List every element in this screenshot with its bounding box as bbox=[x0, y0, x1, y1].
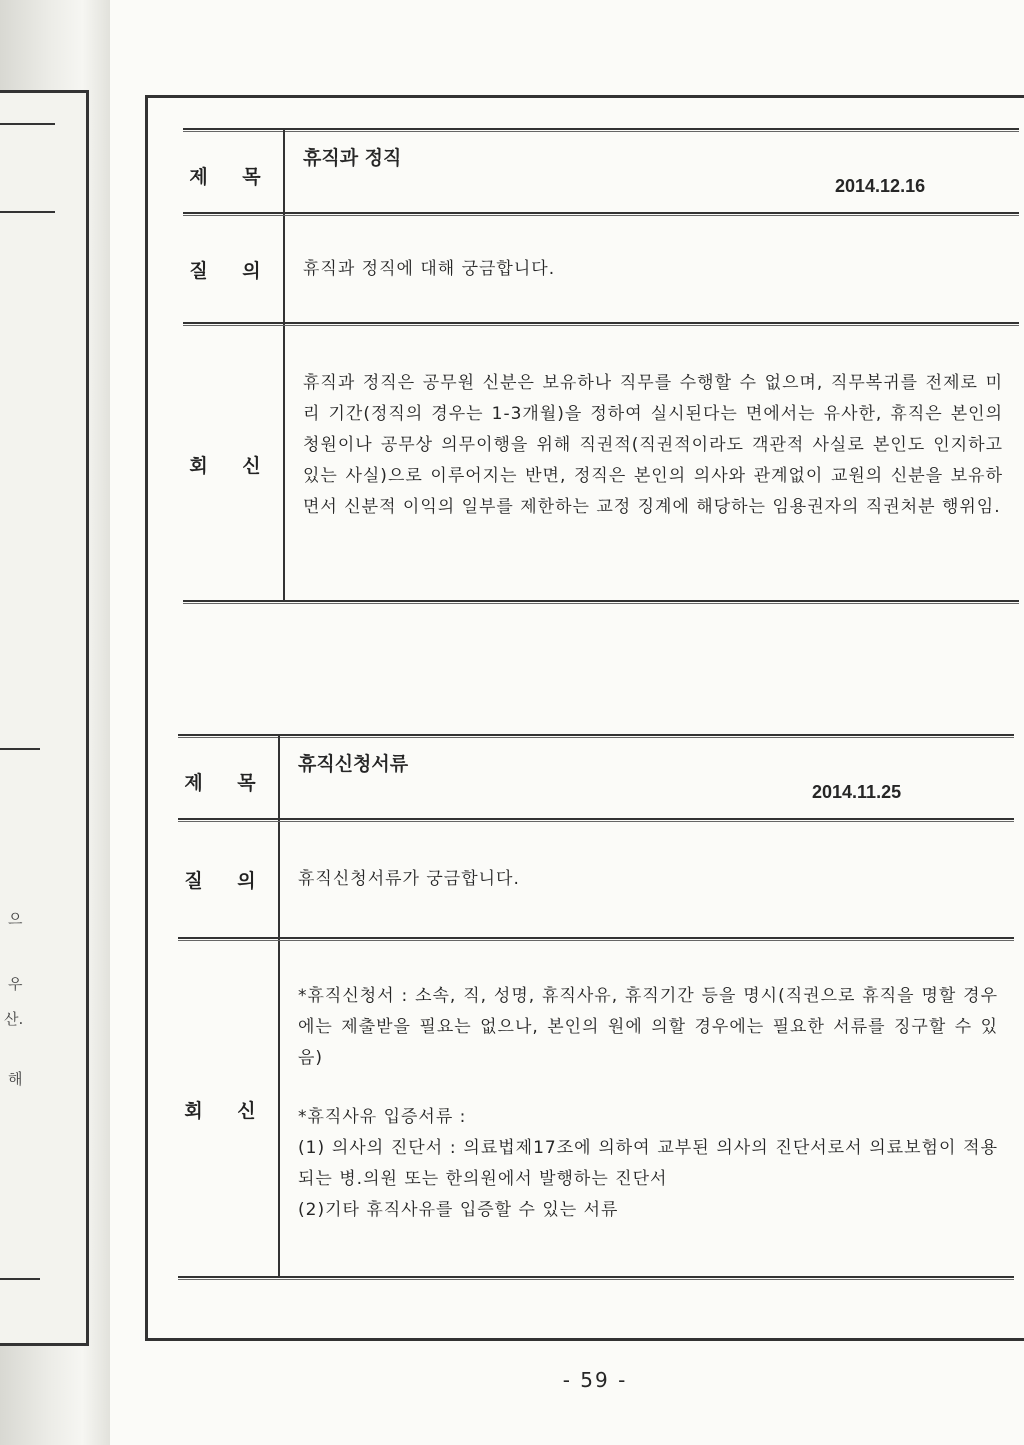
answer-label: 회 신 bbox=[184, 1100, 270, 1122]
entry-title: 휴직과 정직 bbox=[303, 147, 402, 169]
title-row bbox=[183, 128, 1019, 213]
answer-label: 회 신 bbox=[189, 455, 275, 477]
title-label: 제 목 bbox=[189, 166, 275, 188]
answer-paragraph: *휴직사유 입증서류 : bbox=[298, 1107, 467, 1127]
question-row bbox=[178, 822, 1014, 937]
previous-page-rule bbox=[0, 748, 40, 750]
question-label: 질 의 bbox=[184, 870, 270, 892]
previous-page-text: 우 bbox=[8, 975, 23, 993]
page-frame bbox=[145, 95, 1024, 1341]
answer-row bbox=[178, 941, 1014, 1276]
answer-paragraph: *휴직신청서 : 소속, 직, 성명, 휴직사유, 휴직기간 등을 명시(직권으로 휴직을 명할 경우에는 제출받을 필요는 없으나, 본인의 원에 의할 경우에는 필요한 서류를 징구할 수 있음) bbox=[298, 986, 998, 1068]
answer-row bbox=[183, 326, 1019, 600]
table-rule bbox=[183, 600, 1019, 604]
question-row bbox=[183, 216, 1019, 324]
entry-date: 2014.11.25 bbox=[812, 782, 902, 802]
title-row bbox=[178, 734, 1014, 819]
paragraph-gap bbox=[298, 1074, 998, 1102]
previous-page-text: 해 bbox=[8, 1070, 23, 1088]
previous-page-rule bbox=[0, 123, 55, 125]
previous-page-rule bbox=[0, 211, 55, 213]
question-label: 질 의 bbox=[189, 260, 275, 282]
entry-title: 휴직신청서류 bbox=[298, 753, 409, 775]
entry-date: 2014.12.16 bbox=[835, 176, 926, 196]
answer-paragraph: (2)기타 휴직사유를 입증할 수 있는 서류 bbox=[298, 1200, 619, 1220]
table-rule bbox=[178, 1276, 1014, 1280]
title-label: 제 목 bbox=[184, 772, 270, 794]
answer-text bbox=[303, 368, 1003, 523]
previous-page-edge bbox=[0, 90, 89, 1346]
answer-paragraph: 휴직과 정직은 공무원 신분은 보유하나 직무를 수행할 수 없으며, 직무복귀를 전제로 미리 기간(정직의 경우는 1-3개월)을 정하여 실시된다는 면에서는 유사한, 휴직은 본인의 청원이나 공무상 의무이행을 위해 직권적(직권적이라도 객관적 사실로 본인도 인지하고 있는 사실)으로 이루어지는 반면, 정직은 본인의 의사와 관계없이 교원의 신분을 보유하면서 신분적 이익의 일부를 제한하는 교정 징계에 해당하는 임용권자의 직권처분 행위임. bbox=[303, 373, 1003, 517]
page-number: - 59 - bbox=[562, 1368, 628, 1392]
previous-page-text: 으 bbox=[8, 910, 23, 928]
previous-page-text: 산. bbox=[4, 1010, 24, 1028]
previous-page-rule bbox=[0, 1278, 40, 1280]
question-text: 휴직신청서류가 궁금합니다. bbox=[298, 869, 520, 889]
answer-paragraph: (1) 의사의 진단서 : 의료법제17조에 의하여 교부된 의사의 진단서로서 의료보험이 적용되는 병.의원 또는 한의원에서 발행하는 진단서 bbox=[298, 1138, 998, 1189]
answer-text bbox=[298, 981, 998, 1226]
question-text: 휴직과 정직에 대해 궁금합니다. bbox=[303, 259, 556, 279]
